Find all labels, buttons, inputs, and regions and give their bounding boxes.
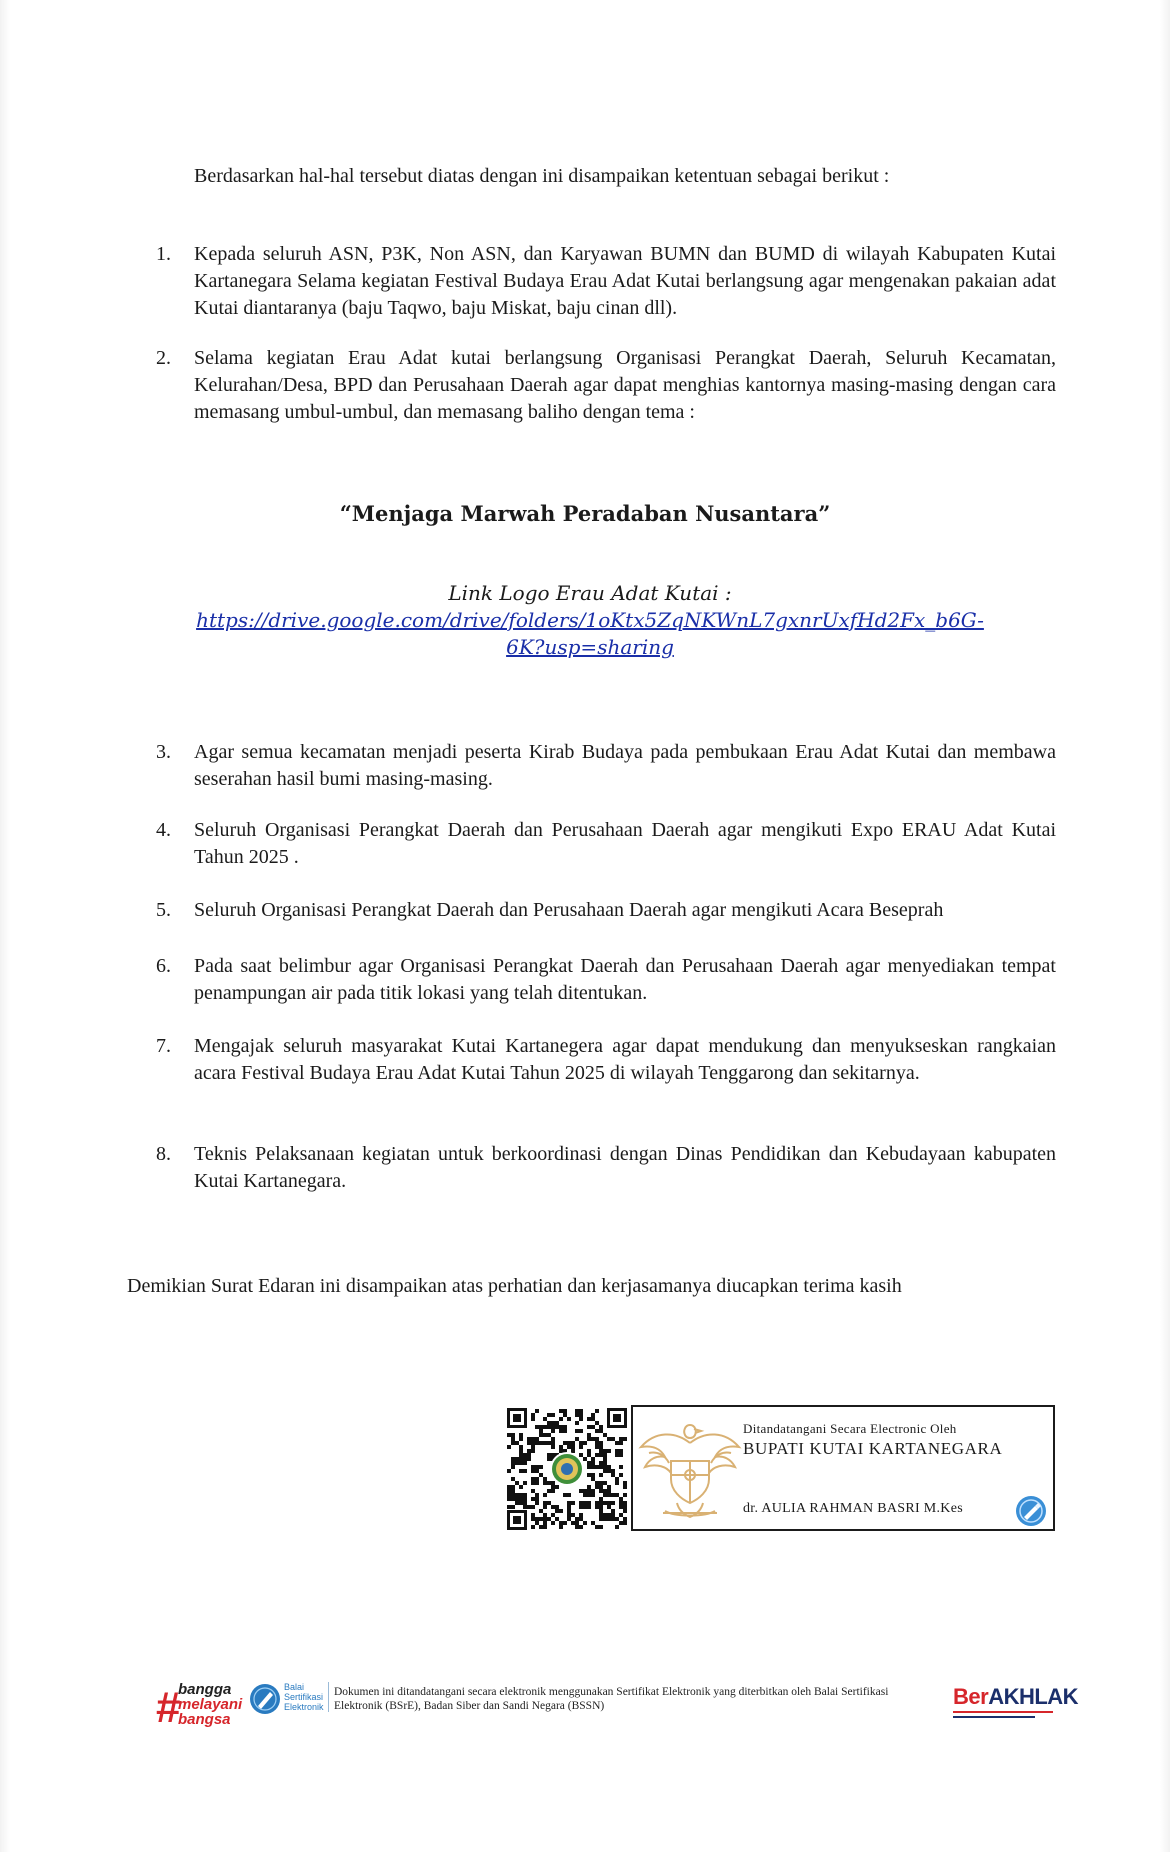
list-item-number: 5. xyxy=(156,899,171,921)
logo-word: melayani xyxy=(178,1696,243,1713)
signature-caption: Ditandatangani Secara Electronic Oleh xyxy=(743,1421,957,1436)
list-item-number: 8. xyxy=(156,1143,171,1165)
list-item-number: 3. xyxy=(156,741,171,763)
bsre-word: Sertifikasi xyxy=(284,1692,324,1702)
berakhlak-word: Ber xyxy=(953,1684,989,1709)
bsre-logo-icon xyxy=(248,1682,282,1716)
e-signature-box xyxy=(631,1405,1055,1531)
list-item-text: Teknis Pelaksanaan kegiatan untuk berkoordinasi dengan Dinas Pendidikan dan Kebudayaan kabupaten Kutai Kartanegara. xyxy=(194,1143,1056,1192)
list-item-text: Pada saat belimbur agar Organisasi Perangkat Daerah dan Perusahaan Daerah agar menyediakan tempat penampungan air pada titik lokasi yang telah ditentukan. xyxy=(194,955,1056,1004)
drive-link-continued[interactable]: 6K?usp=sharing xyxy=(506,635,674,659)
list-item xyxy=(156,817,1056,871)
intro-paragraph: Berdasarkan hal-hal tersebut diatas dengan ini disampaikan ketentuan sebagai berikut : xyxy=(194,165,890,187)
closing-paragraph: Demikian Surat Edaran ini disampaikan atas perhatian dan kerjasamanya diucapkan terima kasih xyxy=(127,1275,902,1297)
signer-name: dr. AULIA RAHMAN BASRI M.Kes xyxy=(743,1501,963,1516)
footer-disclaimer: Dokumen ini ditandatangani secara elektronik menggunakan Sertifikat Elektronik yang diterbitkan oleh Balai Sertifikasi Elektronik (BSrE), Badan Siber dan Sandi Negara (BSSN) xyxy=(334,1686,889,1712)
bangga-melayani-bangsa-logo xyxy=(156,1680,244,1738)
berakhlak-tagline-lines xyxy=(953,1710,1057,1720)
list-item-text: Mengajak seluruh masyarakat Kutai Kartanegera agar dapat mendukung dan menyukseskan rangkaian acara Festival Budaya Erau Adat Kutai Tahun 2025 di wilayah Tenggarong dan sekitarnya. xyxy=(194,1035,1056,1084)
bsre-word: Elektronik xyxy=(284,1702,324,1712)
page-edge-right xyxy=(1160,0,1170,1852)
list-item xyxy=(156,739,1056,793)
list-item-text: Kepada seluruh ASN, P3K, Non ASN, dan Karyawan BUMN dan BUMD di wilayah Kabupaten Kutai Kartanegara Selama kegiatan Festival Budaya Erau Adat Kutai berlangsung agar mengenakan pakaian adat Kutai diantaranya (baju Taqwo, baju Miskat, baju cinan dll). xyxy=(194,243,1056,319)
drive-link[interactable]: https://drive.google.com/drive/folders/1oKtx5ZqNKWnL7gxnrUxfHd2Fx_b6G- xyxy=(196,608,984,632)
list-item-number: 4. xyxy=(156,819,171,841)
page-footer xyxy=(156,1670,1079,1740)
verified-signature-icon xyxy=(1015,1495,1047,1527)
berakhlak-word: AKHLAK xyxy=(988,1684,1079,1709)
theme-motto: “Menjaga Marwah Peradaban Nusantara” xyxy=(339,501,831,526)
garuda-emblem-icon xyxy=(635,1413,745,1525)
list-item-text: Selama kegiatan Erau Adat kutai berlangsung Organisasi Perangkat Daerah, Seluruh Kecamatan, Kelurahan/Desa, BPD dan Perusahaan Daerah agar dapat menghias kantornya masing-masing dengan cara memasang umbul-umbul, dan memasang baliho dengan tema : xyxy=(194,347,1056,423)
list-item xyxy=(156,953,1056,1007)
list-item xyxy=(156,345,1056,426)
list-item-text: Agar semua kecamatan menjadi peserta Kirab Budaya pada pembukaan Erau Adat Kutai dan membawa seserahan hasil bumi masing-masing. xyxy=(194,741,1056,790)
logo-word: bangsa xyxy=(178,1711,231,1728)
bsre-word: Balai xyxy=(284,1682,305,1692)
link-label: Link Logo Erau Adat Kutai : xyxy=(448,581,732,605)
list-item-number: 2. xyxy=(156,347,171,369)
berakhlak-logo xyxy=(953,1676,1079,1726)
list-item-text: Seluruh Organisasi Perangkat Daerah dan Perusahaan Daerah agar mengikuti Acara Beseprah xyxy=(194,899,944,921)
list-item-text: Seluruh Organisasi Perangkat Daerah dan Perusahaan Daerah agar mengikuti Expo ERAU Adat Kutai Tahun 2025 . xyxy=(194,819,1056,868)
list-item xyxy=(156,1141,1056,1195)
berakhlak-wordmark xyxy=(953,1686,1078,1708)
list-item-number: 6. xyxy=(156,955,171,977)
list-item-number: 1. xyxy=(156,243,171,265)
signature-title: BUPATI KUTAI KARTANEGARA xyxy=(743,1439,1003,1458)
bsre-wordmark xyxy=(284,1682,329,1712)
list-item xyxy=(156,241,1056,322)
list-item-number: 7. xyxy=(156,1035,171,1057)
list-item xyxy=(156,1033,1056,1087)
logo-word: bangga xyxy=(178,1681,232,1698)
hashtag-icon: # xyxy=(156,1683,181,1732)
page-edge-left xyxy=(0,0,10,1852)
qr-code-icon xyxy=(506,1407,628,1531)
list-item xyxy=(156,897,1056,924)
